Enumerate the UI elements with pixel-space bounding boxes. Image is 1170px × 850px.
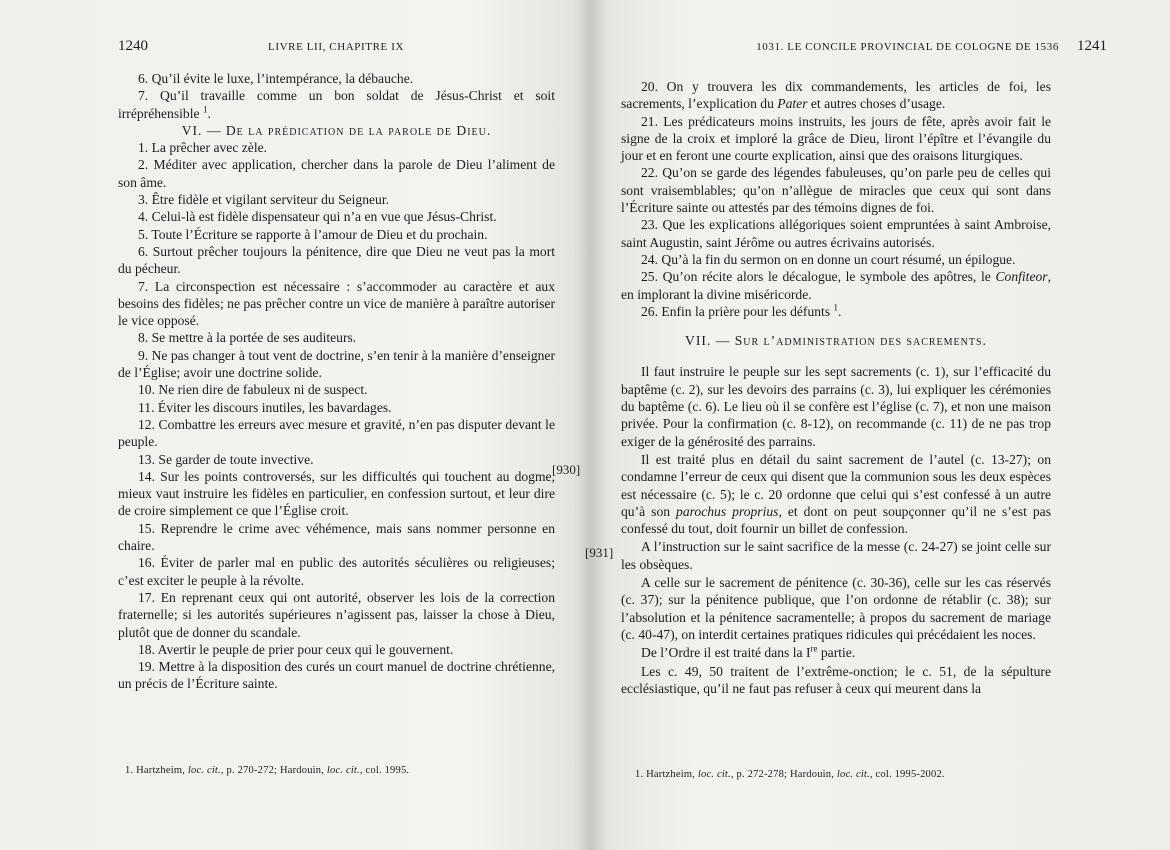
list-item: 2. Méditer avec application, chercher dans la parole de Dieu l’aliment de son âme. (118, 157, 555, 190)
running-title: 1031. LE CONCILE PROVINCIAL DE COLOGNE DE 1536 (756, 41, 1059, 53)
list-item: 5. Toute l’Écriture se rapporte à l’amour de Dieu et du prochain. (138, 226, 488, 242)
footnote: 1. Hartzheim, loc. cit., p. 272-278; Hardouin, loc. cit., col. 1995-2002. (635, 769, 945, 780)
prose-section (621, 363, 1051, 697)
footnote-mark: 1 (202, 104, 208, 115)
list-item: 6. Qu’il évite le luxe, l’intempérance, la débauche. (138, 71, 414, 86)
list-item: 10. Ne rien dire de fabuleux ni de suspect. (138, 382, 368, 398)
list-item: 23. Que les explications allégoriques soient empruntées à saint Ambroise, saint Augustin, saint Jérôme ou autres écrivains autorisés. (621, 217, 1051, 250)
list-item: 7. Qu’il travaille comme un bon soldat de Jésus-Christ et soit irrépréhensible $^1$. (118, 88, 555, 121)
list-item: 16. Éviter de parler mal en public des autorités séculières ou religieuses; c’est exciter le peuple à la révolte. (118, 555, 555, 588)
page-number: 1240 (118, 38, 148, 54)
paragraph: De l’Ordre il est traité dans la Ire partie. (641, 643, 856, 661)
list-item: 14. Sur les points controversés, sur les difficultés qui touchent au dogme, mieux vaut instruire les fidèles en particulier, en confession surtout, et leur dire de croire simplement ce que l’Église croit. (118, 468, 555, 519)
footnote-mark: 1 (833, 302, 839, 313)
paragraph: Il faut instruire le peuple sur les sept sacrements (c. 1), sur l’efficacité du baptême (c. 2), sur les devoirs des parrains (c. 3), lui expliquer les cérémonies du baptême (c. 6). Le lieu où il se confère est l’église (c. 7), et non une maison privée. Pour la confirmation (c. 8-12), on recommande (c. 11) de ne pas trop exiger de la générosité des parrains. (621, 364, 1051, 449)
list-item: 19. Mettre à la disposition des curés un court manuel de doctrine chrétienne, un précis de l’Écriture sainte. (118, 659, 555, 692)
list-item: 15. Reprendre le crime avec véhémence, mais sans nommer personne en chaire. (118, 520, 555, 554)
running-head-right (645, 38, 1107, 55)
paragraph: Il est traité plus en détail du saint sacrement de l’autel (c. 13-27); on condamne l’erreur de ceux qui disent que la communion sous les deux espèces est nécessaire (c. 5); le c. 20 ordonne que celui qui s’est confessé à un autre qu’à son parochus proprius, et dont on peut soupçonner qu’il ne s’est pas confessé du tout, doit fournir un billet de confession. (621, 451, 1051, 537)
list-item: 9. Ne pas changer à tout vent de doctrine, s’en tenir à la manière d’enseigner de l’Église; avoir une doctrine solide. (118, 347, 555, 381)
list-item: 18. Avertir le peuple de prier pour ceux qui le gouvernent. (138, 641, 454, 657)
section-heading: VII. — Sur l’administration des sacrements. (685, 333, 987, 349)
paragraph: A l’instruction sur le saint sacrifice de la messe (c. 24-27) se joint celle sur les obsèques. (621, 539, 1051, 572)
margin-reference: [930] (552, 462, 581, 477)
paragraph: Les c. 49, 50 traitent de l’extrême-onction; le c. 51, de la sépulture ecclésiastique, qu’il ne faut pas refuser à ceux qui meurent dans la (621, 663, 1051, 696)
right-page (585, 0, 1170, 850)
list-item: 11. Éviter les discours inutiles, les bavardages. (138, 399, 392, 415)
left-body-text (118, 70, 555, 693)
section-heading: VI. — De la prédication de la parole de Dieu. (181, 122, 492, 138)
right-body-text (621, 78, 1051, 698)
list-item: 13. Se garder de toute invective. (138, 451, 314, 467)
list-item: 25. Qu’on récite alors le décalogue, le symbole des apôtres, le Confiteor, en implorant la divine miséricorde. (621, 269, 1051, 302)
list-item: 20. On y trouvera les dix commandements, les articles de foi, les sacrements, l’explication du Pater et autres choses d’usage. (621, 79, 1051, 112)
list-item: 26. Enfin la prière pour les défunts $^1$. (641, 302, 842, 319)
footnote: 1. Hartzheim, loc. cit., p. 270-272; Hardouin, loc. cit., col. 1995. (125, 765, 410, 776)
margin-reference: [931] (585, 545, 614, 560)
list-item: 6. Surtout prêcher toujours la pénitence, dire que Dieu ne veut pas la mort du pécheur. (118, 243, 555, 277)
list-item: 8. Se mettre à la portée de ses auditeurs. (138, 330, 357, 346)
running-title: LIVRE LII, CHAPITRE IX (268, 41, 405, 53)
list-item: 17. En reprenant ceux qui ont autorité, observer les lois de la correction fraternelle; si les autorités supérieures n’agissent pas, laisser la chose à Dieu, plutôt que de donner du scandale. (118, 589, 555, 640)
list-item: 24. Qu’à la fin du sermon on en donne un court résumé, un épilogue. (641, 251, 1016, 267)
list-item: 7. La circonspection est nécessaire : s’accommoder au caractère et aux besoins des fidèles; ne pas prêcher contre un vice de manière à paraître autoriser le vice opposé. (118, 278, 555, 329)
list-item: 3. Être fidèle et vigilant serviteur du Seigneur. (138, 192, 390, 208)
list-item: 1. La prêcher avec zèle. (138, 140, 268, 156)
page-number: 1241 (1077, 38, 1107, 54)
list-item: 12. Combattre les erreurs avec mesure et gravité, n’en pas disputer devant le peuple. (118, 416, 555, 450)
list-item: 4. Celui-là est fidèle dispensateur qui n’a en vue que Jésus-Christ. (138, 209, 497, 225)
list-item: 22. Qu’on se garde des légendes fabuleuses, qu’on parle peu de celles qui sont vraisemblables; qu’on n’allègue de miracles que ceux qui sont dans l’Écriture sainte ou attestés par des témoins dignes de foi. (621, 165, 1051, 216)
paragraph: A celle sur le sacrement de pénitence (c. 30-36), celle sur les cas réservés (c. 37); sur la pénitence publique, que l’on ordonne de rétablir (c. 38); sur l’absolution et la pénitence sacramentelle; à propos du sacrement de mariage (c. 40-47), on interdit certaines pratiques ridicules qui précédaient les noces. (621, 575, 1051, 642)
running-head-left (118, 38, 558, 55)
list-item: 21. Les prédicateurs moins instruits, les jours de fête, après avoir fait le signe de la croix et imploré la grâce de Dieu, liront l’épître et l’évangile du jour et en feront une courte explication, ainsi que des oraisons liturgiques. (621, 113, 1051, 164)
